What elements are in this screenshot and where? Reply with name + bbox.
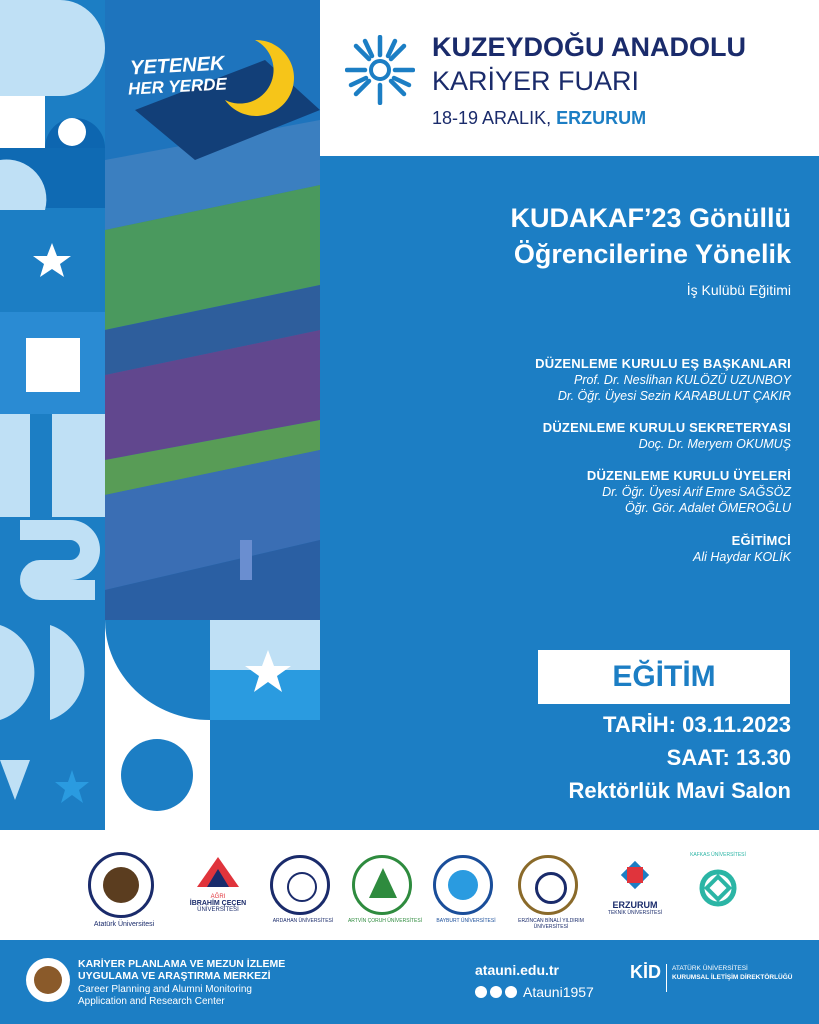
kid-line-1: ATATÜRK ÜNİVERSİTESİ <box>672 965 748 972</box>
kafkas-university-logo <box>688 852 748 918</box>
date-value: 03.11.2023 <box>682 712 791 737</box>
fair-subtitle: KARİYER FUARI <box>432 66 640 96</box>
erzurum-line-2: TEKNİK ÜNİVERSİTESİ <box>607 910 663 916</box>
facebook-icon[interactable] <box>490 986 502 998</box>
footer <box>0 940 819 1024</box>
artvin-name: ARTVİN ÇORUH ÜNİVERSİTESİ <box>347 918 423 924</box>
time-value: 13.30 <box>735 745 791 770</box>
date-label: TARİH: <box>603 712 676 737</box>
event-venue: Rektörlük Mavi Salon <box>568 778 791 803</box>
knot-icon <box>688 858 748 918</box>
committee-member: Doç. Dr. Meryem OKUMUŞ <box>638 437 791 451</box>
agri-line-1: AĞRI <box>210 894 226 900</box>
artvin-university-logo <box>347 855 423 924</box>
agri-university-logo <box>188 855 248 925</box>
main-content <box>320 156 819 830</box>
kafkas-name: KAFKAS ÜNİVERSİTESİ <box>690 852 746 858</box>
header <box>320 0 819 156</box>
fair-city: ERZURUM <box>556 108 647 128</box>
ataturk-university-logo <box>88 852 155 928</box>
ataturk-name: Atatürk Üniversitesi <box>93 921 155 928</box>
event-title-line-2: Öğrencilerine Yönelik <box>513 239 791 269</box>
erzincan-name: ERZİNCAN BİNALİ YILDIRIM ÜNİVERSİTESİ <box>518 918 584 930</box>
event-type-label: EĞİTİM <box>612 660 716 693</box>
committee-members <box>587 468 791 515</box>
center-name-line-1: KARİYER PLANLAMA VE MEZUN İZLEME <box>78 958 286 970</box>
seal-icon <box>287 872 317 902</box>
fair-date-range: 18-19 ARALIK, <box>432 108 552 128</box>
hero-image <box>105 0 320 620</box>
kid-text <box>672 964 793 982</box>
seal-icon <box>448 870 478 900</box>
fair-date <box>432 108 646 129</box>
erzurum-line-1: ERZURUM <box>612 900 658 910</box>
committee-member: Dr. Öğr. Üyesi Arif Emre SAĞSÖZ <box>602 485 791 499</box>
ardahan-name: ARDAHAN ÜNİVERSİTESİ <box>272 918 334 924</box>
slogan-line-1: YETENEK <box>129 52 225 80</box>
decorative-blocks <box>105 620 320 830</box>
center-name-en <box>78 984 252 1008</box>
seal-icon <box>535 872 567 904</box>
ardahan-university-logo <box>270 855 334 924</box>
committee-member: Dr. Öğr. Üyesi Sezin KARABULUT ÇAKIR <box>557 389 791 403</box>
kid-line-2: KURUMSAL İLETİŞİM DİREKTÖRLÜĞÜ <box>672 974 793 981</box>
committee-heading: DÜZENLEME KURULU SEKRETERYASI <box>542 420 791 435</box>
tree-icon <box>369 868 397 902</box>
seal-icon <box>103 867 139 903</box>
kid-logo: KİD <box>630 962 661 982</box>
time-label: SAAT: <box>666 745 730 770</box>
instagram-icon[interactable] <box>505 986 517 998</box>
slogan-line-2: HER YERDE <box>127 74 228 99</box>
agri-line-2: İBRAHİM ÇEÇEN <box>189 900 247 907</box>
website-link[interactable]: atauni.edu.tr <box>475 962 560 978</box>
event-type-badge <box>538 650 790 704</box>
slogan-badge <box>120 38 290 118</box>
event-date <box>603 712 791 738</box>
social-handle[interactable]: Atauni1957 <box>523 984 594 1000</box>
divider <box>666 964 667 992</box>
fair-title: KUZEYDOĞU ANADOLU <box>432 32 746 62</box>
event-subtitle: İş Kulübü Eğitimi <box>686 282 791 298</box>
committee-member: Ali Haydar KOLİK <box>693 550 791 564</box>
social-links <box>475 984 594 1000</box>
moon-icon <box>215 38 295 116</box>
mountain-icon <box>195 855 241 889</box>
center-name-en-line-1: Career Planning and Alumni Monitoring <box>78 984 252 995</box>
sun-logo-icon <box>345 35 415 105</box>
committee-member: Prof. Dr. Neslihan KULÖZÜ UZUNBOY <box>574 373 791 387</box>
committee-member: Öğr. Gör. Adalet ÖMEROĞLU <box>624 501 791 515</box>
bayburt-university-logo <box>433 855 496 924</box>
event-time <box>667 745 791 771</box>
bayburt-name: BAYBURT ÜNİVERSİTESİ <box>436 918 496 924</box>
star-pattern-icon <box>615 855 655 895</box>
decorative-shapes <box>0 0 105 830</box>
event-title-line-1: KUDAKAF’23 Gönüllü <box>510 203 791 233</box>
ataturk-seal-icon <box>26 958 70 1002</box>
center-name-tr <box>78 958 285 982</box>
university-logos <box>0 830 819 940</box>
committee-heading: DÜZENLEME KURULU ÜYELERİ <box>586 468 791 483</box>
erzurum-technical-university-logo <box>598 855 672 925</box>
committee-trainer <box>693 533 791 564</box>
committee-heading: EĞİTİMCİ <box>731 533 791 548</box>
center-name-en-line-2: Application and Research Center <box>78 996 225 1007</box>
decorative-column <box>0 0 105 830</box>
committee-co-chairs <box>535 356 791 403</box>
committee-heading: DÜZENLEME KURULU EŞ BAŞKANLARI <box>535 356 791 371</box>
committee-secretariat <box>543 420 791 451</box>
center-name-line-2: UYGULAMA VE ARAŞTIRMA MERKEZİ <box>78 970 271 982</box>
twitter-icon[interactable] <box>475 986 487 998</box>
erzincan-university-logo <box>518 855 584 930</box>
agri-line-3: ÜNİVERSİTESİ <box>197 907 239 913</box>
